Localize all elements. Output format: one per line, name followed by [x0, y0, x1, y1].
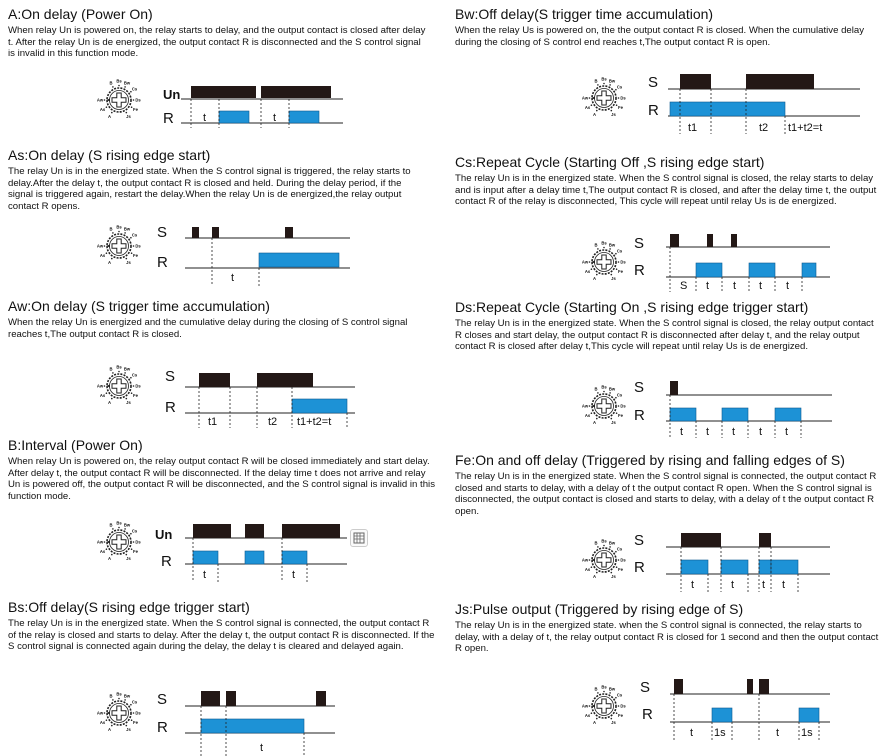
dial-mode-label: Aw — [96, 710, 104, 716]
dial-mode-label: Cs — [131, 232, 138, 238]
signal-label-s: S — [634, 532, 645, 549]
signal-label-r: R — [642, 706, 653, 723]
dial-mode-label: Aw — [581, 259, 589, 265]
dial-mode-label: Bs — [116, 224, 122, 230]
timing-mode-dial-icon — [582, 77, 626, 118]
s-pulse — [681, 533, 721, 547]
delay-label: t — [273, 112, 277, 124]
relay-pulse — [282, 551, 307, 564]
section-description: When relay Un is powered on, the relay starts to delay, and the output contact is closed after delay t. After the relay Un is de energized, the output contact R is disconnected and the S control signal is invalid in this function mode. — [8, 25, 426, 60]
dial-mode-label: Cs — [616, 692, 623, 698]
dial-mode-label: Bw — [608, 242, 616, 248]
dial-mode-label: Fe — [618, 713, 623, 718]
delay-label: t1 — [208, 416, 218, 428]
dial-mode-label: Fe — [618, 105, 623, 110]
timing-diagram-as — [85, 222, 365, 288]
dial-mode-label: Js — [126, 260, 131, 265]
relay-pulse — [775, 408, 801, 421]
relay-pulse — [219, 111, 249, 123]
dial-mode-label: Cs — [131, 699, 138, 705]
relay-pulse — [289, 111, 319, 123]
signal-label-s: S — [648, 74, 659, 91]
dial-mode-label: As — [584, 105, 591, 110]
signal-label-s: S — [157, 224, 168, 241]
dial-mode-label: Ds — [620, 557, 626, 563]
signal-label-r: R — [157, 719, 168, 736]
section-bw — [455, 6, 880, 48]
s-pulse — [680, 74, 711, 89]
dial-mode-label: Js — [126, 400, 131, 405]
delay-label: t2 — [268, 416, 278, 428]
relay-pulse — [670, 408, 696, 421]
relay-pulse — [799, 708, 819, 722]
signal-label-s: S — [634, 379, 645, 396]
delay-label: t2 — [759, 122, 769, 134]
relay-pulse — [696, 263, 722, 277]
delay-label: t — [203, 569, 207, 581]
section-description: The relay Un is in the energized state. When the S control signal is closed, the relay starts to delay and is input after a delay time t,The output contact R is closed, and after the delay time t, the output contact R of the relay is disconnected, This cycle will repeat until relay Us is de energized. — [455, 173, 877, 208]
s-pulse — [226, 691, 236, 706]
relay-pulse — [771, 560, 798, 574]
signal-label-s: S — [640, 679, 651, 696]
dial-mode-label: Aw — [581, 557, 589, 563]
delay-label: t — [691, 579, 695, 591]
timing-diagram-js — [570, 672, 860, 740]
dial-mode-label: Js — [611, 574, 616, 579]
section-title: B:Interval (Power On) — [8, 437, 143, 453]
s-pulse — [212, 227, 219, 238]
relay-pulse — [245, 551, 264, 564]
timing-mode-dial-icon — [97, 225, 141, 266]
section-title: Fe:On and off delay (Triggered by rising and falling edges of S) — [455, 452, 845, 468]
timing-diagram-fe — [570, 528, 860, 594]
dial-mode-label: Bw — [608, 78, 616, 84]
dial-mode-label: Fe — [133, 393, 138, 398]
section-cs — [455, 154, 880, 208]
dial-mode-label: Bs — [601, 384, 607, 390]
dial-mode-label: Bw — [608, 386, 616, 392]
delay-label: t — [759, 280, 763, 292]
dial-mode-label: Bw — [608, 686, 616, 692]
timing-mode-dial-icon — [582, 539, 626, 580]
dial-mode-label: As — [99, 107, 106, 112]
section-description: When relay Un is powered on, the relay output contact R will be closed immediately and start delay. After delay t, the output contact R will be disconnected. If the delay time t does not arrive and relay Un is powered off, the output contact R will be disconnected, and the S control signal is invalid in this function mode. — [8, 456, 435, 502]
s-pulse — [199, 373, 230, 387]
dial-mode-label: A — [107, 400, 112, 405]
dial-mode-label: A — [592, 112, 597, 117]
dial-mode-label: Bs — [116, 364, 122, 370]
delay-label: t — [203, 112, 207, 124]
dial-mode-label: Ds — [135, 539, 141, 545]
dial-mode-label: Fe — [618, 413, 623, 418]
dial-mode-label: As — [584, 567, 591, 572]
timing-diagram-aw — [85, 362, 375, 430]
dial-mode-label: Cs — [131, 86, 138, 92]
signal-label-un: Un — [163, 87, 181, 102]
delay-label: t — [776, 727, 780, 739]
s-pulse — [285, 227, 293, 238]
dial-mode-label: Js — [611, 276, 616, 281]
dial-mode-label: Ds — [620, 403, 626, 409]
delay-label: t — [785, 426, 789, 438]
relay-pulse — [749, 263, 775, 277]
timing-diagram-cs — [570, 230, 860, 292]
dial-mode-label: Cs — [616, 546, 623, 552]
delay-label: t — [732, 426, 736, 438]
dial-mode-label: B — [109, 80, 113, 86]
section-js — [455, 601, 880, 655]
delay-label: t — [731, 579, 735, 591]
un-pulse — [245, 524, 264, 538]
dial-mode-label: B — [109, 522, 113, 528]
delay-label: 1s — [801, 727, 813, 739]
s-pulse — [747, 679, 753, 694]
dial-mode-label: Bw — [123, 522, 131, 528]
section-title: Bs:Off delay(S rising edge trigger start) — [8, 599, 250, 615]
delay-label: t — [762, 579, 766, 591]
relay-pulse — [759, 560, 771, 574]
dial-mode-label: As — [99, 393, 106, 398]
signal-label-r: R — [648, 102, 659, 119]
dial-mode-label: Fe — [133, 549, 138, 554]
delay-label: t — [690, 727, 694, 739]
s-pulse — [670, 381, 678, 395]
dial-mode-label: As — [99, 720, 106, 725]
relay-pulse — [259, 253, 339, 267]
s-pulse — [746, 74, 814, 89]
delay-label: t — [786, 280, 790, 292]
dial-mode-label: Fe — [133, 107, 138, 112]
dial-mode-label: Js — [126, 727, 131, 732]
section-ds — [455, 299, 880, 353]
dial-mode-label: Aw — [581, 403, 589, 409]
section-description: The relay Un is in the energized state. When the S control signal is connected, the output contact R closed and starts to delay, with a delay of t the output contact R open. When the S control signal is disconnected, the output contact is closed and starts to delay, with a delay of t the output contact R open. — [455, 471, 877, 517]
timing-diagram-b — [85, 518, 355, 584]
timing-diagram-a — [85, 78, 365, 130]
section-description: The relay Un is in the energized state. When the S control signal is triggered, the relay starts to delay.After the delay t, the output contact R is closed and held. During the delay period, if the signal is triggered again, restart the delay.When the relay Un is de energized,the relay output contact R opens. — [8, 166, 411, 212]
relay-pulse — [193, 551, 218, 564]
s-pulse — [316, 691, 326, 706]
delay-label: S — [680, 280, 688, 292]
section-description: The relay Un is in the energized state. When the S control signal is closed, the relay output contact R closes and start delay, the output contact R is disconnected after delay t, and the relay output contact R is closed after delay t,This cycle will repeat until relay Us is de energized. — [455, 318, 874, 353]
delay-label: t — [231, 272, 235, 284]
dial-mode-label: As — [584, 413, 591, 418]
dial-mode-label: As — [584, 269, 591, 274]
signal-label-r: R — [161, 553, 172, 570]
delay-label: 1s — [714, 727, 726, 739]
dial-mode-label: As — [99, 549, 106, 554]
dial-mode-label: A — [107, 727, 112, 732]
delay-label: t — [680, 426, 684, 438]
signal-label-un: Un — [155, 527, 173, 542]
dial-mode-label: A — [107, 556, 112, 561]
dial-mode-label: A — [592, 720, 597, 725]
dial-mode-label: Bw — [608, 540, 616, 546]
dial-mode-label: Cs — [616, 248, 623, 254]
signal-label-r: R — [634, 407, 645, 424]
dial-mode-label: A — [592, 276, 597, 281]
section-title: Js:Pulse output (Triggered by rising edge of S) — [455, 601, 744, 617]
dial-mode-label: B — [109, 366, 113, 372]
dial-mode-label: A — [107, 260, 112, 265]
s-pulse — [670, 234, 679, 247]
timing-mode-dial-icon — [97, 79, 141, 120]
dial-mode-label: Aw — [581, 703, 589, 709]
signal-label-r: R — [157, 254, 168, 271]
un-pulse — [191, 86, 256, 98]
delay-label: t — [706, 280, 710, 292]
dial-mode-label: Bs — [601, 76, 607, 82]
dial-mode-label: Ds — [135, 97, 141, 103]
dial-mode-label: Ds — [135, 710, 141, 716]
dial-mode-label: Aw — [96, 383, 104, 389]
delay-label: t1 — [688, 122, 698, 134]
section-description: When the relay Us is powered on, the the output contact R is closed. When the cumulative delay during the closing of S control end reaches t,The output contact R is open. — [455, 25, 865, 48]
timing-diagram-bw — [570, 68, 870, 140]
dial-mode-label: A — [592, 574, 597, 579]
dial-mode-label: Js — [611, 720, 616, 725]
s-pulse — [201, 691, 220, 706]
dial-mode-label: As — [584, 713, 591, 718]
dial-mode-label: Bw — [123, 366, 131, 372]
dial-mode-label: Js — [126, 556, 131, 561]
dial-mode-label: A — [107, 114, 112, 119]
dial-mode-label: Aw — [96, 97, 104, 103]
dial-mode-label: Fe — [133, 720, 138, 725]
section-title: A:On delay (Power On) — [8, 6, 153, 22]
relay-pulse — [721, 560, 748, 574]
delay-label: t — [733, 280, 737, 292]
delay-label: t — [706, 426, 710, 438]
timing-mode-dial-icon — [582, 685, 626, 726]
dial-mode-label: Fe — [618, 567, 623, 572]
dial-mode-label: Js — [611, 420, 616, 425]
relay-pulse — [201, 719, 304, 733]
delay-label: t — [292, 569, 296, 581]
section-title: Cs:Repeat Cycle (Starting Off ,S rising edge start) — [455, 154, 765, 170]
delay-label: t — [260, 742, 264, 754]
s-pulse — [731, 234, 737, 247]
dial-mode-label: B — [594, 242, 598, 248]
relay-pulse — [681, 560, 708, 574]
signal-label-r: R — [165, 399, 176, 416]
dial-mode-label: Aw — [581, 95, 589, 101]
dial-mode-label: Ds — [620, 703, 626, 709]
timing-diagram-bs — [85, 685, 345, 756]
section-title: Ds:Repeat Cycle (Starting On ,S rising edge trigger start) — [455, 299, 809, 315]
s-pulse — [674, 679, 683, 694]
signal-label-r: R — [163, 110, 174, 127]
table-view-icon — [351, 530, 367, 546]
section-title: Bw:Off delay(S trigger time accumulation) — [455, 6, 714, 22]
s-pulse — [759, 533, 771, 547]
dial-mode-label: Fe — [133, 253, 138, 258]
dial-mode-label: Ds — [620, 259, 626, 265]
relay-pulse — [802, 263, 816, 277]
section-fe — [455, 452, 880, 517]
signal-label-s: S — [634, 235, 645, 252]
section-b — [8, 437, 438, 502]
dial-mode-label: Bs — [116, 691, 122, 697]
un-pulse — [193, 524, 231, 538]
signal-label-s: S — [165, 368, 176, 385]
relay-pulse — [292, 399, 347, 413]
dial-mode-label: As — [99, 253, 106, 258]
s-pulse — [192, 227, 199, 238]
dial-mode-label: Fe — [618, 269, 623, 274]
dial-mode-label: Js — [126, 114, 131, 119]
un-pulse — [282, 524, 340, 538]
signal-label-s: S — [157, 691, 168, 708]
dial-mode-label: Ds — [620, 95, 626, 101]
timing-mode-dial-icon — [97, 692, 141, 733]
relay-pulse — [712, 708, 732, 722]
dial-mode-label: B — [109, 226, 113, 232]
dial-mode-label: Ds — [135, 243, 141, 249]
section-title: Aw:On delay (S trigger time accumulation) — [8, 298, 270, 314]
signal-label-r: R — [634, 262, 645, 279]
dial-mode-label: Bs — [601, 240, 607, 246]
delay-label: t1+t2=t — [788, 122, 823, 134]
table-view-icon[interactable] — [350, 529, 368, 547]
dial-mode-label: B — [594, 686, 598, 692]
relay-pulse — [670, 102, 785, 116]
dial-mode-label: Bs — [116, 78, 122, 84]
section-bs — [8, 599, 438, 653]
section-title: As:On delay (S rising edge start) — [8, 147, 211, 163]
timing-mode-dial-icon — [97, 365, 141, 406]
s-pulse — [707, 234, 713, 247]
delay-label: t1+t2=t — [297, 416, 332, 428]
dial-mode-label: Ds — [135, 383, 141, 389]
timing-diagram-ds — [570, 374, 860, 440]
dial-mode-label: Cs — [616, 84, 623, 90]
dial-mode-label: Bs — [601, 684, 607, 690]
delay-label: t — [759, 426, 763, 438]
dial-mode-label: Cs — [131, 528, 138, 534]
dial-mode-label: B — [594, 386, 598, 392]
dial-mode-label: B — [594, 540, 598, 546]
dial-mode-label: Aw — [96, 539, 104, 545]
dial-mode-label: Bs — [601, 538, 607, 544]
s-pulse — [257, 373, 313, 387]
dial-mode-label: B — [109, 693, 113, 699]
timing-mode-dial-icon — [582, 241, 626, 282]
section-aw — [8, 298, 438, 340]
dial-mode-label: Bw — [123, 226, 131, 232]
un-pulse — [261, 86, 331, 98]
timing-mode-dial-icon — [582, 385, 626, 426]
dial-mode-label: Bw — [123, 693, 131, 699]
relay-pulse — [722, 408, 748, 421]
section-description: The relay Un is in the energized state. When the S control signal is connected, the output contact R of the relay is closed and starts to delay. After the delay t, the output contact R is disconnected. If the S control signal is connected again during the delay, the delay t is cleared and delayed again. — [8, 618, 435, 653]
dial-mode-label: Bs — [116, 520, 122, 526]
section-description: When the relay Un is energized and the cumulative delay during the closing of S control signal reaches t,The output contact R is closed. — [8, 317, 408, 340]
section-description: The relay Un is in the energized state. when the S control signal is connected, the relay starts to delay, with a delay of t, the relay output contact R is closed for 1 second and then the output contact R open. — [455, 620, 879, 655]
dial-mode-label: Cs — [616, 392, 623, 398]
section-as — [8, 147, 428, 212]
timing-mode-dial-icon — [97, 521, 141, 562]
section-a — [8, 6, 428, 60]
dial-mode-label: Js — [611, 112, 616, 117]
dial-mode-label: B — [594, 78, 598, 84]
dial-mode-label: Bw — [123, 80, 131, 86]
dial-mode-label: A — [592, 420, 597, 425]
signal-label-r: R — [634, 559, 645, 576]
delay-label: t — [782, 579, 786, 591]
dial-mode-label: Aw — [96, 243, 104, 249]
dial-mode-label: Cs — [131, 372, 138, 378]
s-pulse — [759, 679, 769, 694]
